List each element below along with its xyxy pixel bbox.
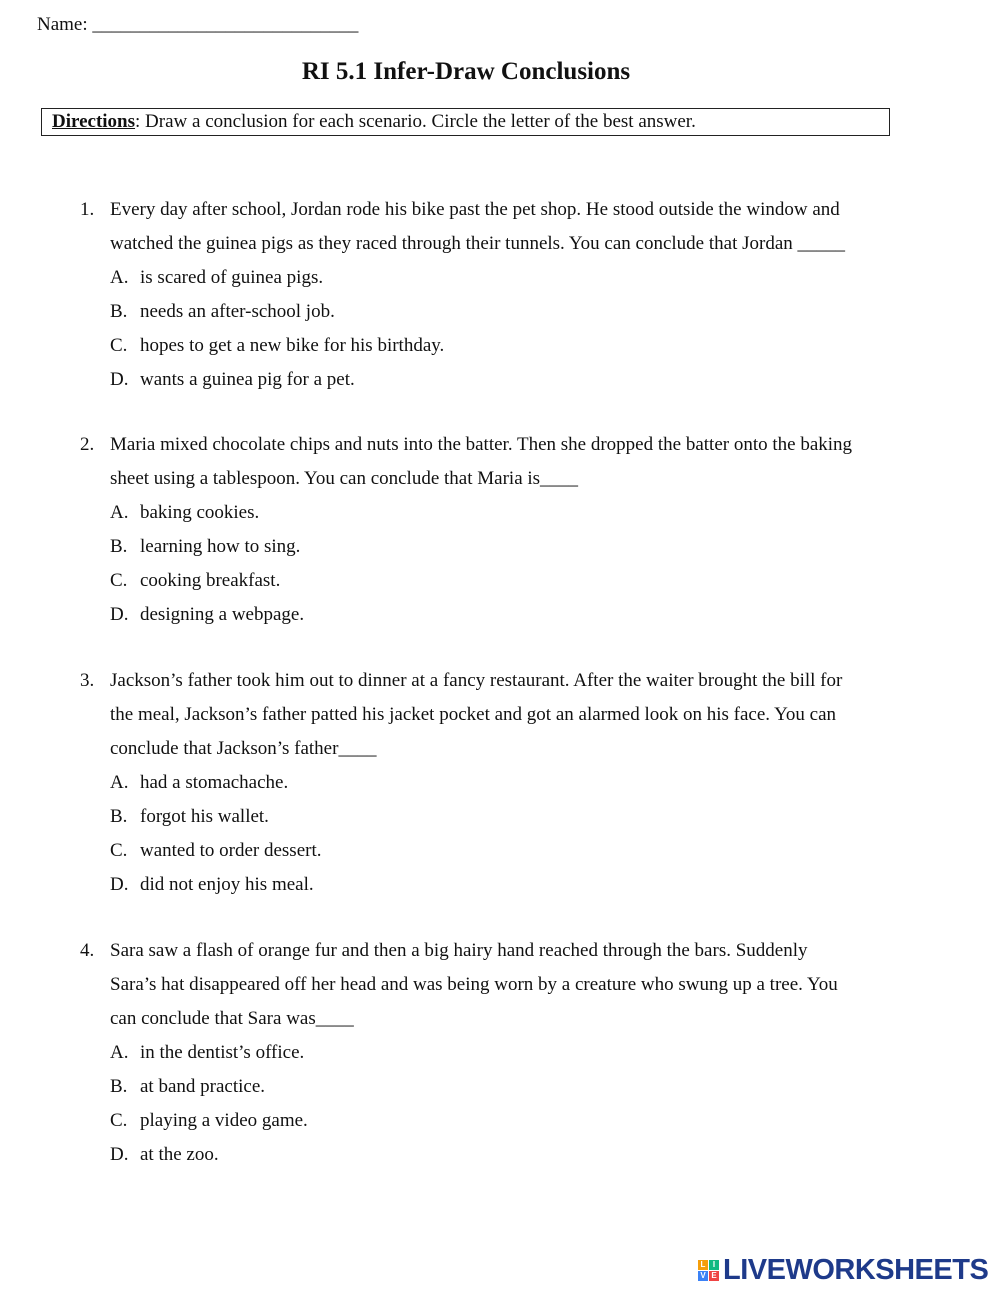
logo-tile: E	[709, 1271, 719, 1281]
answer-option-c[interactable]	[80, 834, 880, 868]
answer-option-c[interactable]	[80, 1104, 880, 1138]
option-text: in the dentist’s office.	[140, 1042, 305, 1063]
option-letter: C.	[110, 840, 128, 861]
logo-tile: L	[698, 1260, 708, 1270]
option-letter: A.	[110, 502, 129, 523]
answer-option-a[interactable]	[80, 766, 880, 800]
question-text-line: watched the guinea pigs as they raced through their tunnels. You can conclude that Jordan _____	[110, 233, 846, 254]
answer-option-a[interactable]	[80, 496, 880, 530]
question-text-line: Every day after school, Jordan rode his bike past the pet shop. He stood outside the window and	[110, 199, 840, 220]
answer-option-a[interactable]	[80, 261, 880, 295]
answer-option-d[interactable]	[80, 598, 880, 632]
question-text-line: the meal, Jackson’s father patted his jacket pocket and got an alarmed look on his face. You can	[110, 704, 836, 725]
option-letter: A.	[110, 1042, 129, 1063]
option-letter: B.	[110, 536, 128, 557]
option-text: is scared of guinea pigs.	[140, 267, 324, 288]
option-letter: D.	[110, 369, 129, 390]
liveworksheets-logo	[698, 1250, 988, 1290]
answer-option-d[interactable]	[80, 363, 880, 397]
question-text-line: Sara saw a flash of orange fur and then a big hairy hand reached through the bars. Suddenly	[110, 940, 808, 961]
option-letter: B.	[110, 806, 128, 827]
option-text: did not enjoy his meal.	[140, 874, 314, 895]
option-text: designing a webpage.	[140, 604, 305, 625]
directions-box	[41, 108, 890, 136]
question-number: 1.	[80, 199, 95, 220]
directions-label: Directions	[52, 111, 136, 132]
answer-option-b[interactable]	[80, 530, 880, 564]
question-text-line: Sara’s hat disappeared off her head and was being worn by a creature who swung up a tree. You	[110, 974, 838, 995]
answer-option-d[interactable]	[80, 868, 880, 902]
option-text: hopes to get a new bike for his birthday.	[140, 335, 445, 356]
option-letter: D.	[110, 874, 129, 895]
option-letter: B.	[110, 1076, 128, 1097]
question-2	[80, 428, 880, 632]
option-letter: A.	[110, 267, 129, 288]
answer-option-b[interactable]	[80, 295, 880, 329]
option-text: at band practice.	[140, 1076, 266, 1097]
question-3	[80, 664, 880, 902]
question-number: 3.	[80, 670, 95, 691]
option-text: playing a video game.	[140, 1110, 308, 1131]
question-number: 4.	[80, 940, 95, 961]
question-text-line: sheet using a tablespoon. You can conclude that Maria is____	[110, 468, 579, 489]
option-letter: A.	[110, 772, 129, 793]
question-text-line: can conclude that Sara was____	[110, 1008, 354, 1029]
answer-option-a[interactable]	[80, 1036, 880, 1070]
option-text: learning how to sing.	[140, 536, 301, 557]
question-text-line: Maria mixed chocolate chips and nuts into the batter. Then she dropped the batter onto the baking	[110, 434, 853, 455]
logo-text: LIVEWORKSHEETS	[723, 1253, 989, 1286]
page-title: RI 5.1 Infer-Draw Conclusions	[301, 58, 631, 85]
answer-option-c[interactable]	[80, 329, 880, 363]
option-text: at the zoo.	[140, 1144, 219, 1165]
option-letter: D.	[110, 1144, 129, 1165]
logo-mark-icon	[698, 1260, 719, 1281]
answer-option-b[interactable]	[80, 1070, 880, 1104]
answer-option-b[interactable]	[80, 800, 880, 834]
option-letter: C.	[110, 335, 128, 356]
answer-option-d[interactable]	[80, 1138, 880, 1172]
option-text: cooking breakfast.	[140, 570, 281, 591]
question-text-line: Jackson’s father took him out to dinner at a fancy restaurant. After the waiter brought the bill for	[110, 670, 843, 691]
question-number: 2.	[80, 434, 95, 455]
question-1	[80, 193, 880, 397]
option-text: baking cookies.	[140, 502, 260, 523]
option-letter: B.	[110, 301, 128, 322]
option-letter: C.	[110, 1110, 128, 1131]
option-letter: C.	[110, 570, 128, 591]
logo-tile: V	[698, 1271, 708, 1281]
question-text-line: conclude that Jackson’s father____	[110, 738, 377, 759]
option-text: needs an after-school job.	[140, 301, 335, 322]
logo-tile: I	[709, 1260, 719, 1270]
answer-option-c[interactable]	[80, 564, 880, 598]
option-text: forgot his wallet.	[140, 806, 269, 827]
option-text: had a stomachache.	[140, 772, 289, 793]
option-letter: D.	[110, 604, 129, 625]
directions-text: : Draw a conclusion for each scenario. Circle the letter of the best answer.	[135, 111, 696, 132]
option-text: wants a guinea pig for a pet.	[140, 369, 355, 390]
question-4	[80, 934, 880, 1172]
name-field: Name: ____________________________	[37, 14, 359, 35]
option-text: wanted to order dessert.	[140, 840, 322, 861]
